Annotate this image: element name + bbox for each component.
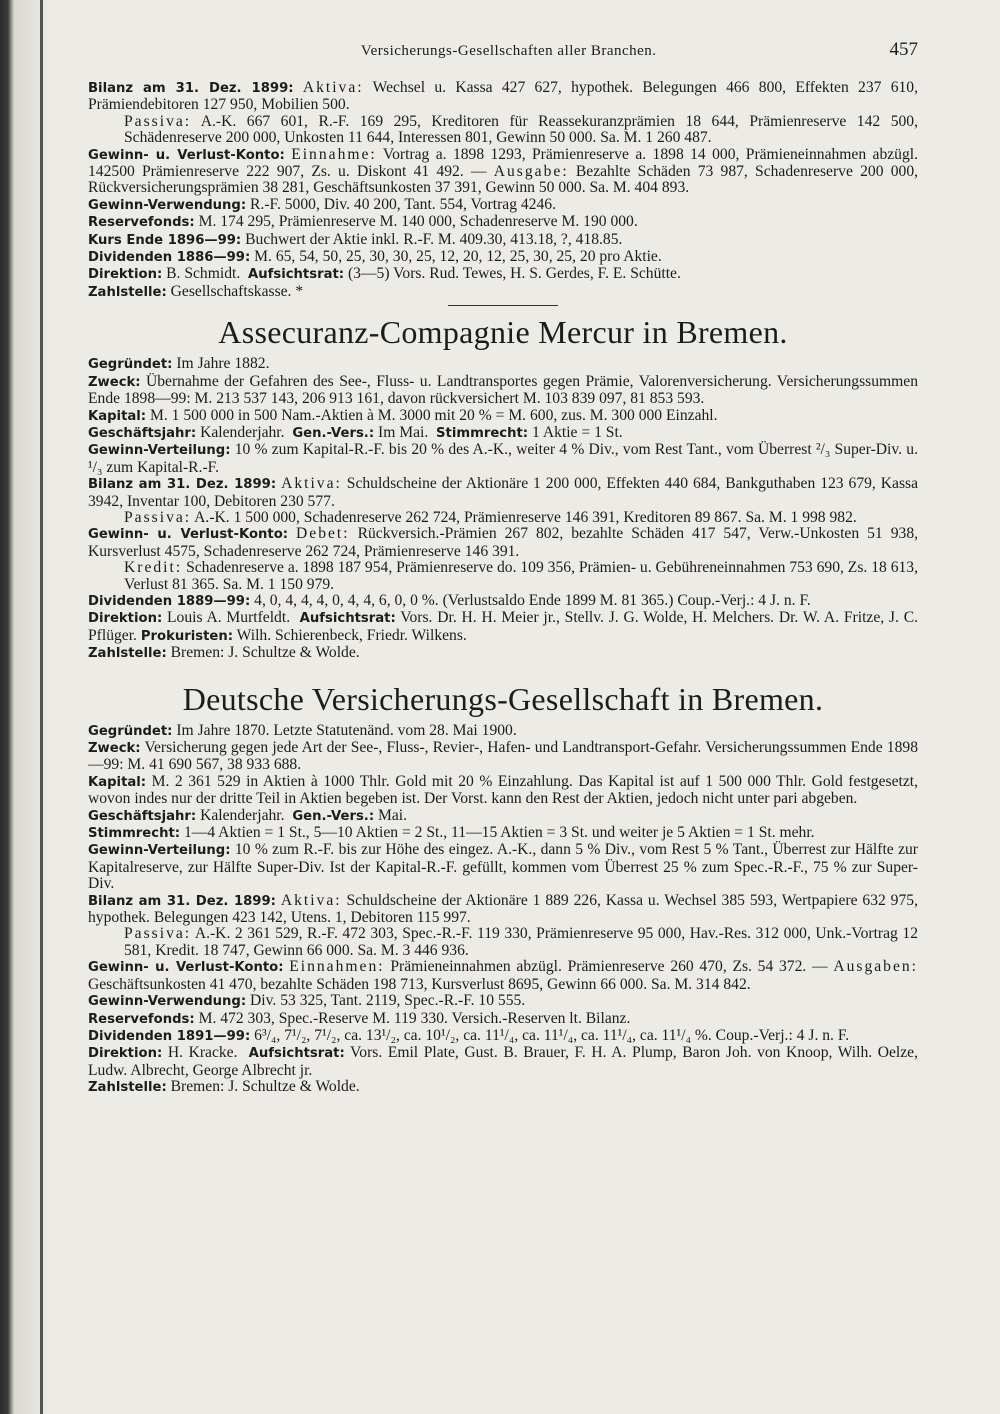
sublabel: Einnahme: (291, 145, 377, 163)
entry-label: Gewinn-Verwendung: (88, 994, 247, 1010)
entry-label: Bilanz am 31. Dez. 1899: (88, 477, 277, 493)
entry-text: Im Jahre 1870. Letzte Statutenänd. vom 28. Mai 1900. (176, 721, 517, 739)
entry-label: Geschäftsjahr: (88, 808, 197, 824)
entry-label: Direktion: (88, 267, 163, 283)
entry-text: Kalenderjahr. (200, 806, 285, 824)
entry-text: Im Jahre 1882. (176, 355, 270, 373)
entry-label: Direktion: (88, 1046, 163, 1062)
entry-text: Im Mai. (378, 423, 429, 441)
entry-label: Gewinn- u. Verlust-Konto: (88, 147, 285, 163)
entry-label: Dividenden 1886—99: (88, 250, 251, 266)
entry-text: Schuldscheine der Aktionäre 1 889 226, Kassa u. Wechsel 385 593, Wertpapiere 632 975, hypothek. Belegungen 423 142, Utens. 1, Debitoren 115 997. (88, 891, 918, 927)
header-title: Versicherungs-Gesellschaften aller Branchen. (360, 43, 657, 59)
mercur-zweck (88, 374, 918, 408)
entry-text: Buchwert der Aktie inkl. R.-F. M. 409.30, 413.18, ?, 418.85. (245, 230, 623, 248)
prev-bilanz-passiva (88, 114, 918, 147)
entry-text: 6³/₄, 7¹/₂, 7¹/₂, ca. 13¹/₂, ca. 10¹/₂, ca. 11¹/₄, ca. 11¹/₄, ca. 11¹/₄, ca. 11¹/₄ %. Coup.-Verj.: 4 J. n. F. (254, 1026, 850, 1044)
entry-label: Gewinn- u. Verlust-Konto: (88, 960, 284, 976)
entry-text: Rückversich.-Prämien 267 802, bezahlte Schäden 417 547, Verw.-Unkosten 51 938, Kursverlust 4575, Schadenreserve 262 724, Prämienreserve 146 391. (88, 525, 919, 560)
prev-kurs (88, 232, 918, 249)
mercur-bilanz-passiva (88, 510, 918, 526)
sublabel: Passiva: (124, 508, 192, 526)
entry-label: Zweck: (88, 374, 141, 390)
entry-text: M. 65, 54, 50, 25, 30, 30, 25, 12, 20, 12, 25, 30, 25, 20 pro Aktie. (254, 248, 662, 266)
entry-text: 4, 0, 4, 4, 4, 0, 4, 4, 6, 0, 0 %. (Verlustsaldo Ende 1899 M. 81 365.) Coup.-Verj.: 4 J. n. F. (254, 591, 811, 609)
sublabel: Passiva: (124, 112, 192, 130)
entry-text: H. Kracke. (167, 1044, 238, 1062)
entry-label: Gegründet: (88, 723, 173, 739)
entry-text: 1—4 Aktien = 1 St., 5—10 Aktien = 2 St., 11—15 Aktien = 3 St. und weiter je 5 Aktien = 1 St. mehr. (183, 824, 815, 842)
entry-label: Dividenden 1891—99: (88, 1028, 251, 1044)
mercur-geschaeftsjahr (88, 425, 918, 442)
entry-text: 10 % zum R.-F. bis zur Höhe des eingez. A.-K., dann 5 % Div., vom Rest 5 % Tant., Überrest zur Hälfte zur Kapitalreserve, zur Hälfte Super-Div. Ist der Kapital-R.-F. gefüllt, kommen vom Überrest 25 % zum Spec.-R.-F., 75 % zur Super-Div. (88, 841, 918, 893)
mercur-dividenden (88, 593, 918, 610)
entry-label: Dividenden 1889—99: (88, 593, 251, 609)
entry-label: Prokuristen: (140, 628, 234, 644)
deutsche-bilanz-passiva (88, 926, 918, 959)
entry-text: Schadenreserve a. 1898 187 954, Prämienreserve do. 109 356, Prämien- u. Gebühreneinnahmen 753 690, Zs. 18 613, Verlust 81 365. Sa. M. 1 150 979. (124, 559, 918, 593)
entry-label: Gewinn-Verteilung: (88, 443, 231, 459)
deutsche-verwendung (88, 993, 918, 1010)
sublabel: Aktiva: (302, 79, 364, 96)
entry-text: M. 472 303, Spec.-Reserve M. 119 330. Versich.-Reserven lt. Bilanz. (198, 1009, 631, 1027)
entry-text: A.-K. 2 361 529, R.-F. 472 303, Spec.-R.-F. 119 330, Prämienreserve 95 000, Hav.-Res. 312 000, Unk.-Vortrag 12 581, Kredit. 18 747, Gewinn 66 000. Sa. M. 3 446 936. (124, 925, 918, 959)
deutsche-zweck (88, 740, 918, 774)
sublabel: Aktiva: (281, 475, 342, 493)
entry-label: Zahlstelle: (88, 646, 167, 662)
mercur-direktion (88, 610, 918, 645)
entry-label: Direktion: (88, 611, 163, 627)
entry-label: Aufsichtsrat: (248, 267, 345, 283)
deutsche-kapital (88, 774, 918, 808)
company-title: Deutsche Versicherungs-Gesellschaft in Bremen. (182, 680, 824, 717)
entry-text: Vors. Emil Plate, Gust. B. Brauer, F. H. A. Plump, Baron Joh. von Knoop, Wilh. Oelze, Ludw. Albrecht, George Albrecht jr. (88, 1044, 919, 1079)
prev-direktion (88, 266, 918, 283)
entry-label: Bilanz am 31. Dez. 1899: (88, 81, 294, 96)
prev-bilanz (88, 80, 918, 114)
entry-label: Gewinn-Verwendung: (88, 197, 247, 213)
entry-label: Reservefonds: (88, 215, 195, 231)
mercur-verteilung (88, 442, 918, 476)
sublabel: Debet: (296, 525, 350, 543)
deutsche-geschaeftsjahr (88, 808, 918, 825)
prev-dividenden (88, 249, 918, 266)
entry-text: Bremen: J. Schultze & Wolde. (170, 644, 360, 662)
entry-text: Gesellschaftskasse. * (170, 282, 304, 300)
prev-company-section (88, 80, 918, 301)
entry-text: Versicherung gegen jede Art der See-, Fluss-, Revier-, Hafen- und Landtransport-Gefahr. Versicherungssummen Ende 1898—99: M. 41 690 567, 38 933 688. (88, 739, 918, 774)
entry-text: Vors. Dr. H. H. Meier jr., Stellv. J. G. Wolde, H. Melchers. Dr. W. A. Fritze, J. C. Pflüger. (88, 609, 918, 644)
mercur-section (88, 312, 918, 662)
deutsche-reserve (88, 1011, 918, 1028)
entry-label: Stimmrecht: (436, 425, 529, 441)
sublabel: Ausgaben: (833, 958, 919, 976)
entry-text: Geschäftsunkosten 41 470, bezahlte Schäden 198 713, Kursverlust 8695, Gewinn 66 000. Sa. M. 314 842. (88, 975, 751, 993)
entry-text: M. 2 361 529 in Aktien à 1000 Thlr. Gold mit 20 % Einzahlung. Das Kapital ist auf 1 500 000 Thlr. Gold festgesetzt, wovon indes nur der dritte Teil in Aktien begeben ist. Der Vorst. kann den Rest der Aktien, jedoch nicht unter pari abgeben. (88, 772, 919, 808)
entry-label: Stimmrecht: (88, 826, 181, 842)
entry-label: Gewinn-Verteilung: (88, 843, 231, 859)
section-divider (448, 305, 558, 306)
entry-text: Bezahlte Schäden 73 987, Schadenreserve 200 000, Rückversicherungsprämien 38 281, Geschäftsunkosten 37 391, Gewinn 50 000. Sa. M. 404 893. (88, 163, 919, 197)
mercur-gegruendet (88, 356, 918, 373)
deutsche-gegruendet (88, 723, 918, 740)
deutsche-zahlstelle (88, 1079, 918, 1096)
entry-label: Gen.-Vers.: (292, 808, 375, 824)
book-page (88, 39, 919, 1097)
entry-label: Bilanz am 31. Dez. 1899: (88, 893, 276, 909)
mercur-zahlstelle (88, 645, 918, 662)
entry-text: Wechsel u. Kassa 427 627, hypothek. Belegungen 466 800, Effekten 237 610, Prämiendebitoren 127 950, Mobilien 500. (88, 79, 918, 114)
prev-verwendung (88, 197, 918, 214)
entry-text: R.-F. 5000, Div. 40 200, Tant. 554, Vortrag 4246. (250, 195, 556, 213)
entry-label: Aufsichtsrat: (248, 1046, 345, 1062)
mercur-kapital (88, 408, 918, 425)
prev-reserve (88, 214, 918, 231)
deutsche-dividenden (88, 1028, 918, 1045)
entry-text: Prämieneinnahmen abzügl. Prämienreserve 260 470, Zs. 54 372. — (390, 958, 828, 976)
sublabel: Kredit: (124, 559, 183, 577)
deutsche-verteilung (88, 842, 918, 892)
entry-label: Gen.-Vers.: (292, 425, 375, 441)
mercur-bilanz (88, 476, 918, 510)
mercur-guv-kredit (88, 560, 918, 593)
sublabel: Einnahmen: (289, 958, 385, 976)
entry-text: B. Schmidt. (166, 265, 241, 283)
company-title: Assecuranz-Compagnie Mercur in Bremen. (218, 314, 788, 351)
deutsche-guv (88, 959, 918, 993)
entry-text: Schuldscheine der Aktionäre 1 200 000, Effekten 440 684, Bankguthaben 123 679, Kassa 3942, Inventar 100, Debitoren 230 577. (88, 475, 918, 510)
entry-text: Kalenderjahr. (200, 423, 285, 441)
entry-text: Bremen: J. Schultze & Wolde. (170, 1078, 360, 1096)
entry-label: Zahlstelle: (88, 284, 167, 300)
entry-label: Kapital: (88, 408, 147, 424)
sublabel: Passiva: (124, 925, 192, 943)
entry-label: Aufsichtsrat: (299, 611, 396, 627)
entry-text: A.-K. 667 601, R.-F. 169 295, Kreditoren für Reassekuranzprämien 18 644, Prämienreserve 142 500, Schädenreserve 200 000, Unkosten 11 644, Interessen 801, Gewinn 50 000. Sa. M. 1 260 487. (124, 112, 918, 147)
entry-text: Louis A. Murtfeldt. (167, 609, 291, 627)
entry-label: Kapital: (88, 774, 147, 790)
deutsche-bilanz (88, 893, 918, 927)
deutsche-direktion (88, 1045, 918, 1079)
entry-label: Reservefonds: (88, 1011, 195, 1027)
mercur-guv (88, 526, 918, 560)
entry-label: Geschäftsjahr: (88, 425, 197, 441)
prev-zahlstelle (88, 284, 918, 301)
page-number: 457 (889, 39, 918, 60)
sublabel: Ausgabe: (493, 163, 569, 181)
entry-text: Div. 53 325, Tant. 2119, Spec.-R.-F. 10 555. (250, 992, 526, 1010)
entry-text: Übernahme der Gefahren des See-, Fluss- u. Landtransportes gegen Prämie, Valorenversicherung. Versicherungssummen Ende 1898—99: M. 213 537 143, 206 913 161, davon rückversichert M. 103 839 097, 81 853 593. (88, 372, 918, 408)
entry-text: M. 174 295, Prämienreserve M. 140 000, Schadenreserve M. 190 000. (198, 213, 638, 231)
deutsche-section (88, 679, 918, 1097)
deutsche-stimmrecht (88, 825, 918, 842)
sublabel: Aktiva: (280, 891, 342, 909)
entry-label: Gegründet: (88, 357, 173, 373)
entry-text: 10 % zum Kapital-R.-F. bis 20 % des A.-K., weiter 4 % Div., vom Rest Tant., vom Überrest ²/₃ Super-Div. u. ¹/₃ zum Kapital-R.-F. (88, 441, 918, 476)
entry-text: Wilh. Schierenbeck, Friedr. Wilkens. (236, 626, 467, 644)
entry-text: 1 Aktie = 1 St. (532, 423, 623, 441)
entry-text: M. 1 500 000 in 500 Nam.-Aktien à M. 3000 mit 20 % = M. 600, zus. M. 300 000 Einzahl. (149, 406, 718, 424)
running-header (88, 39, 918, 80)
binding-edge (40, 0, 43, 1414)
entry-label: Zahlstelle: (88, 1080, 167, 1096)
entry-text: Mai. (378, 806, 408, 824)
prev-guv (88, 147, 918, 197)
entry-text: Vortrag a. 1898 1293, Prämienreserve a. 1898 14 000, Prämieneinnahmen abzügl. 142500 Prämienreserve 222 907, Zs. u. Diskont 41 492. — (88, 145, 918, 181)
entry-label: Gewinn- u. Verlust-Konto: (88, 527, 289, 543)
entry-label: Kurs Ende 1896—99: (88, 232, 242, 248)
entry-text: (3—5) Vors. Rud. Tewes, H. S. Gerdes, F. E. Schütte. (347, 265, 681, 283)
entry-text: A.-K. 1 500 000, Schadenreserve 262 724, Prämienreserve 146 391, Kreditoren 89 867. Sa. M. 1 998 982. (194, 508, 857, 526)
entry-label: Zweck: (88, 741, 141, 756)
